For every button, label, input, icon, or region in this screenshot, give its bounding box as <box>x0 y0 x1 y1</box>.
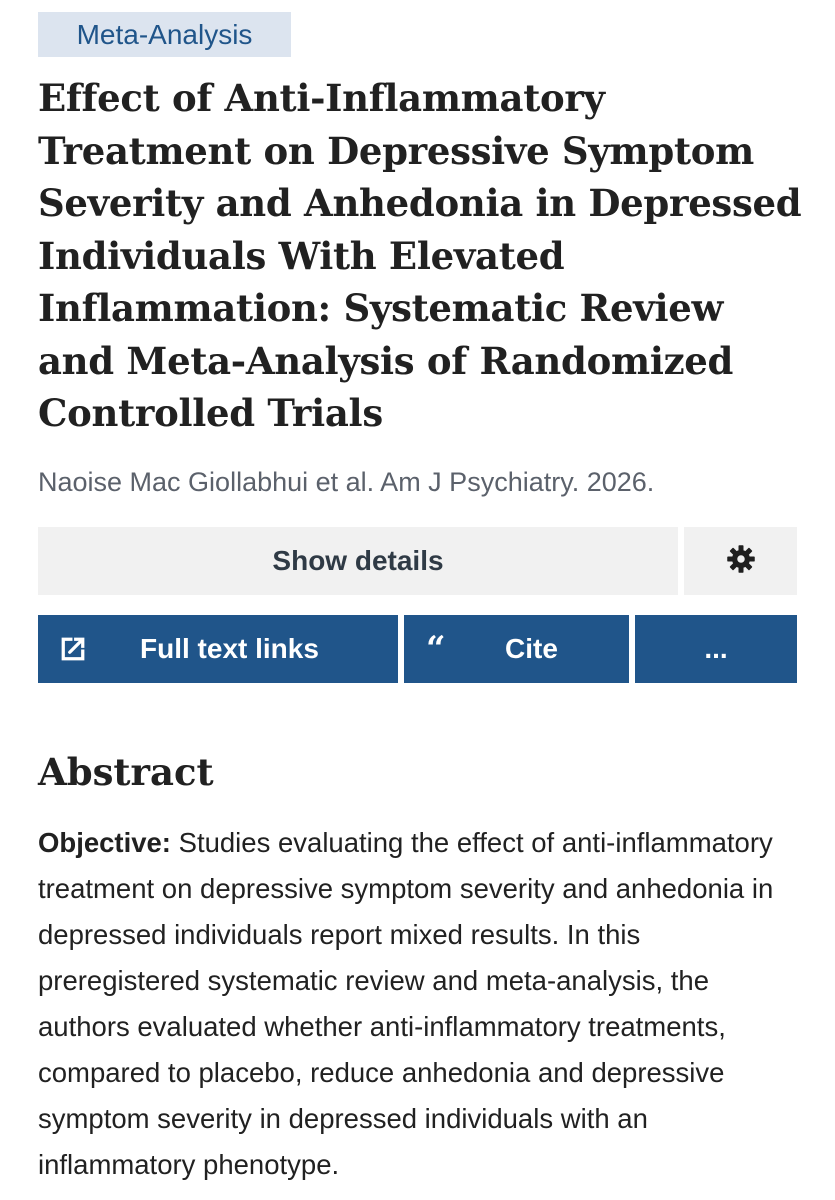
article-citation: Naoise Mac Giollabhui et al. Am J Psychiatry. 2026. <box>38 467 655 497</box>
show-details-button[interactable]: Show details <box>38 527 678 595</box>
article-type-badge: Meta-Analysis <box>38 12 291 57</box>
abstract-objective <box>38 820 808 1188</box>
cite-button[interactable] <box>404 615 629 683</box>
abstract-heading: Abstract <box>38 750 214 794</box>
cite-label: Cite <box>505 633 558 664</box>
full-text-links-button[interactable] <box>38 615 398 683</box>
article-title: Effect of Anti-Inflammatory Treatment on Depressive Symptom Severity and Anhedonia in Depressed Individuals With Elevated Inflammation: Systematic Review and Meta-Analysis of Randomized Controlled Trials <box>38 76 802 435</box>
gear-icon <box>726 544 756 579</box>
objective-label: Objective: <box>38 827 171 858</box>
settings-button[interactable] <box>684 527 797 595</box>
objective-text: Studies evaluating the effect of anti-inflammatory treatment on depressive symptom severity and anhedonia in depressed individuals report mixed results. In this preregistered systematic review and meta-analysis, the authors evaluated whether anti-inflammatory treatments, compared to placebo, reduce anhedonia and depressive symptom severity in depressed individuals with an inflammatory phenotype. <box>38 827 774 1180</box>
quote-icon: “ <box>426 629 446 669</box>
more-actions-button[interactable]: ... <box>635 615 797 683</box>
external-link-icon <box>60 615 86 683</box>
full-text-links-label: Full text links <box>140 633 319 664</box>
